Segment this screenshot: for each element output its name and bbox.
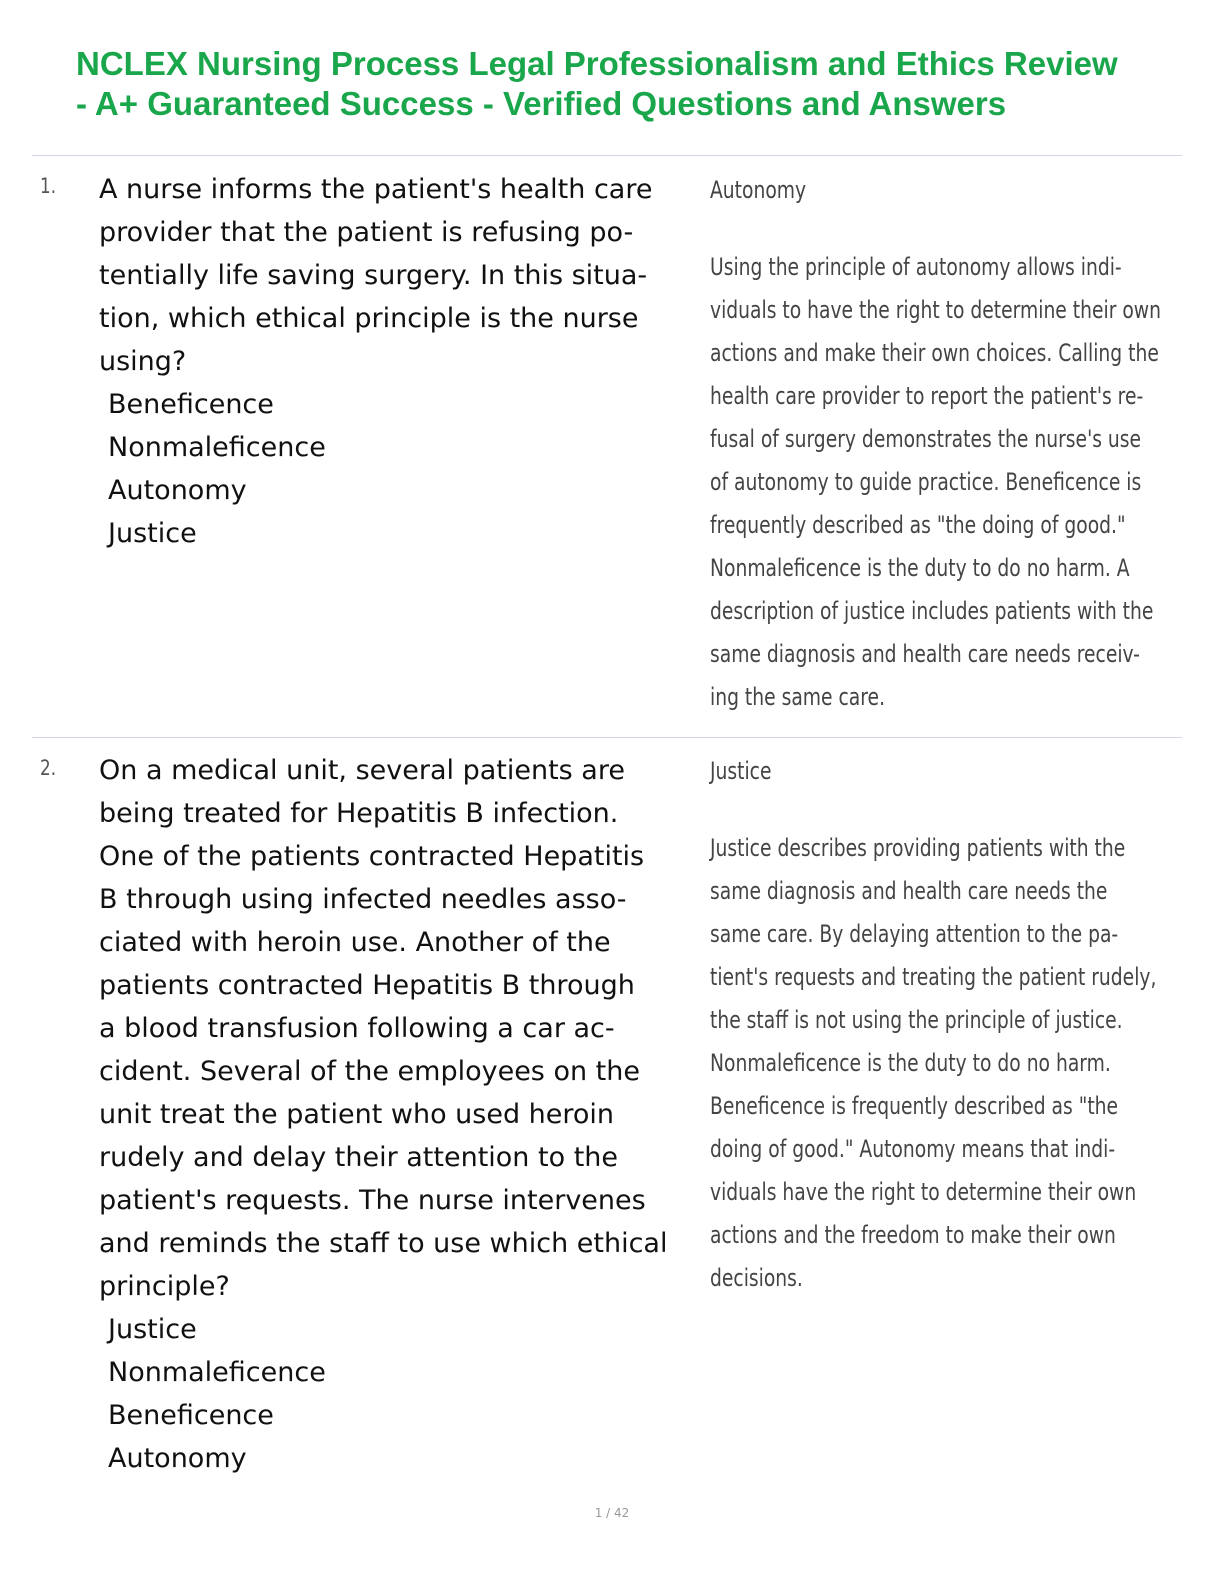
explanation-line: the staff is not using the principle of justice. (710, 1006, 1123, 1034)
explanation-line: tient's requests and treating the patient rudely, (710, 963, 1157, 991)
explanation-line: fusal of surgery demonstrates the nurse's use (710, 425, 1142, 453)
question-line: A nurse informs the patient's health care (99, 174, 653, 205)
explanation-line: Nonmaleficence is the duty to do no harm. (710, 1049, 1111, 1077)
explanation-line: description of justice includes patients with the (710, 597, 1154, 625)
explanation-line: Justice describes providing patients with the (710, 834, 1126, 862)
question-line: ciated with heroin use. Another of the (99, 927, 611, 958)
explanation-line: Beneficence is frequently described as "the (710, 1092, 1119, 1120)
question-number: 1. (40, 174, 57, 198)
question-text (99, 168, 703, 555)
answer-option: Beneficence (108, 1400, 274, 1431)
question-line: a blood transfusion following a car ac- (99, 1013, 615, 1044)
explanation-line: viduals have the right to determine their own (710, 1178, 1137, 1206)
explanation-line: actions and make their own choices. Calling the (710, 339, 1159, 367)
question-line: and reminds the staff to use which ethical (99, 1228, 668, 1259)
explanation-line: of autonomy to guide practice. Beneficence is (710, 468, 1142, 496)
answer-option: Nonmaleficence (108, 1357, 326, 1388)
explanation-line: Nonmaleficence is the duty to do no harm. A (710, 554, 1130, 582)
question-text (99, 749, 703, 1480)
explanation-line: Using the principle of autonomy allows indi- (710, 253, 1122, 281)
explanation-line: same care. By delaying attention to the pa- (710, 920, 1119, 948)
document-title (76, 44, 1206, 124)
question-line: unit treat the patient who used heroin (99, 1099, 615, 1130)
explanation-line: frequently described as "the doing of good." (710, 511, 1126, 539)
answer-block (710, 169, 1190, 719)
answer-option: Nonmaleficence (108, 432, 326, 463)
explanation-line: doing of good." Autonomy means that indi- (710, 1135, 1116, 1163)
question-line: B through using infected needles asso- (99, 884, 627, 915)
answer-option: Autonomy (108, 475, 247, 506)
title-line-1: NCLEX Nursing Process Legal Professionalism and Ethics Review (76, 45, 1118, 82)
answer-block (710, 750, 1190, 1300)
explanation-line: decisions. (710, 1264, 803, 1292)
question-line: cident. Several of the employees on the (99, 1056, 640, 1087)
question-line: using? (99, 346, 187, 377)
question-line: On a medical unit, several patients are (99, 755, 625, 786)
answer-option: Justice (108, 1314, 197, 1345)
correct-answer: Autonomy (710, 176, 807, 204)
divider (32, 155, 1182, 156)
question-line: provider that the patient is refusing po- (99, 217, 634, 248)
correct-answer: Justice (710, 757, 772, 785)
explanation-line: actions and the freedom to make their own (710, 1221, 1116, 1249)
answer-option: Beneficence (108, 389, 274, 420)
explanation-line: same diagnosis and health care needs receiv- (710, 640, 1140, 668)
divider (32, 737, 1182, 738)
explanation-line: same diagnosis and health care needs the (710, 877, 1108, 905)
question-line: rudely and delay their attention to the (99, 1142, 618, 1173)
question-number: 2. (40, 756, 57, 780)
question-line: patients contracted Hepatitis B through (99, 970, 635, 1001)
page-indicator: 1 / 42 (594, 1506, 630, 1520)
question-line: tentially life saving surgery. In this situa- (99, 260, 648, 291)
question-line: tion, which ethical principle is the nurse (99, 303, 639, 334)
question-line: One of the patients contracted Hepatitis (99, 841, 645, 872)
answer-option: Autonomy (108, 1443, 247, 1474)
question-line: being treated for Hepatitis B infection. (99, 798, 619, 829)
explanation-line: health care provider to report the patient's re- (710, 382, 1144, 410)
title-line-2: - A+ Guaranteed Success - Verified Questions and Answers (76, 85, 1007, 122)
explanation-line: viduals to have the right to determine their own (710, 296, 1161, 324)
question-line: patient's requests. The nurse intervenes (99, 1185, 646, 1216)
answer-option: Justice (108, 518, 197, 549)
explanation-line: ing the same care. (710, 683, 886, 711)
question-line: principle? (99, 1271, 230, 1302)
